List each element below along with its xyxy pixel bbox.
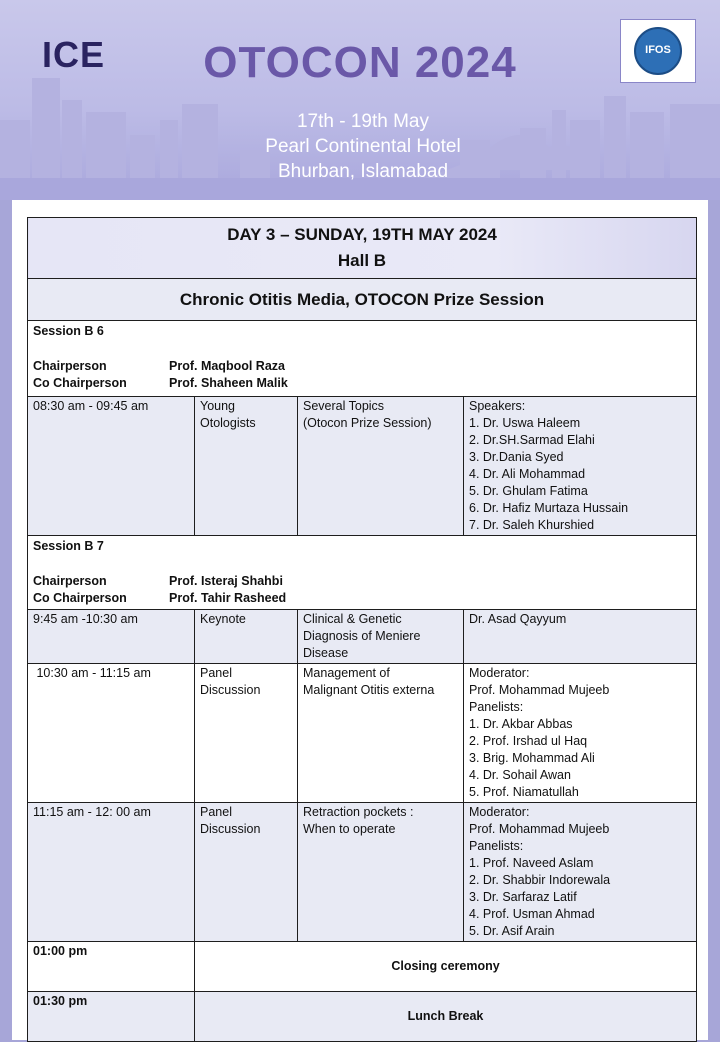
speaker-item: 6. Dr. Hafiz Murtaza Hussain bbox=[469, 501, 629, 515]
session-b7-title: Session B 7 bbox=[33, 539, 104, 553]
topic-line: Retraction pockets : bbox=[303, 805, 414, 819]
conference-dates: 17th - 19th May bbox=[296, 111, 430, 132]
time-cell: 01:30 pm bbox=[28, 992, 195, 1042]
moderator-name: Prof. Mohammad Mujeeb bbox=[469, 683, 610, 697]
hall-title: Hall B bbox=[337, 251, 387, 270]
panelist-item: 3. Brig. Mohammad Ali bbox=[469, 751, 595, 765]
session-b6-row bbox=[28, 321, 697, 397]
session-topic: Chronic Otitis Media, OTOCON Prize Session bbox=[28, 279, 697, 321]
table-row bbox=[28, 803, 697, 942]
moderator-name: Prof. Mohammad Mujeeb bbox=[469, 822, 610, 836]
speaker-cell bbox=[464, 610, 697, 664]
conference-city: Bhurban, Islamabad bbox=[277, 161, 449, 182]
topic-row bbox=[28, 279, 697, 321]
panelists-label: Panelists: bbox=[469, 700, 524, 714]
type-cell bbox=[195, 664, 298, 803]
speaker-item: Dr. Asad Qayyum bbox=[469, 612, 567, 626]
speakers-label: Speakers: bbox=[469, 399, 526, 413]
schedule-table bbox=[27, 217, 697, 1042]
topic-cell bbox=[298, 397, 464, 536]
conference-hotel: Pearl Continental Hotel bbox=[265, 136, 461, 157]
topic-line: Several Topics bbox=[303, 399, 385, 413]
conference-banner bbox=[0, 0, 720, 200]
session-b7-row bbox=[28, 536, 697, 610]
speaker-item: 7. Dr. Saleh Khurshied bbox=[469, 518, 595, 532]
speaker-item: 5. Dr. Ghulam Fatima bbox=[469, 484, 588, 498]
table-row bbox=[28, 397, 697, 536]
chair-label: Chairperson bbox=[33, 574, 107, 588]
speaker-item: 4. Dr. Ali Mohammad bbox=[469, 467, 586, 481]
ifos-logo bbox=[620, 19, 696, 83]
panelist-item: 1. Dr. Akbar Abbas bbox=[469, 717, 573, 731]
topic-line: Malignant Otitis externa bbox=[303, 683, 435, 697]
speaker-item: 1. Dr. Uswa Haleem bbox=[469, 416, 581, 430]
time-cell: 10:30 am - 11:15 am bbox=[28, 664, 195, 803]
speaker-item: 3. Dr.Dania Syed bbox=[469, 450, 564, 464]
day-header-cell bbox=[28, 218, 697, 279]
panelist-item: 4. Dr. Sohail Awan bbox=[469, 768, 571, 782]
type-cell: Keynote bbox=[195, 610, 298, 664]
panelist-item: 5. Dr. Asif Arain bbox=[469, 924, 555, 938]
panelist-item: 4. Prof. Usman Ahmad bbox=[469, 907, 595, 921]
topic-cell bbox=[298, 610, 464, 664]
topic-line: (Otocon Prize Session) bbox=[303, 416, 432, 430]
day-title: DAY 3 – SUNDAY, 19TH MAY 2024 bbox=[227, 225, 497, 244]
topic-line: Management of bbox=[303, 666, 390, 680]
time-cell: 9:45 am -10:30 am bbox=[28, 610, 195, 664]
conference-title: OTOCON 2024 bbox=[203, 38, 517, 87]
cochairperson-name: Prof. Tahir Rasheed bbox=[169, 591, 287, 605]
chairperson-name: Prof. Maqbool Raza bbox=[169, 359, 285, 373]
ifos-emblem bbox=[634, 27, 682, 75]
ifos-logo-text: IFOS bbox=[645, 44, 671, 56]
session-b7-cell bbox=[28, 536, 697, 610]
table-row bbox=[28, 610, 697, 664]
table-row bbox=[28, 942, 697, 992]
panelist-item: 1. Prof. Naveed Aslam bbox=[469, 856, 594, 870]
table-row bbox=[28, 664, 697, 803]
topic-line: When to operate bbox=[303, 822, 396, 836]
panelist-item: 2. Dr. Shabbir Indorewala bbox=[469, 873, 611, 887]
day-header-row bbox=[28, 218, 697, 279]
panelist-item: 2. Prof. Irshad ul Haq bbox=[469, 734, 588, 748]
session-b6-cell bbox=[28, 321, 697, 397]
chair-label: Chairperson bbox=[33, 359, 107, 373]
panelist-item: 5. Prof. Niamatullah bbox=[469, 785, 579, 799]
type-line: Discussion bbox=[200, 822, 261, 836]
cochair-label: Co Chairperson bbox=[33, 376, 127, 390]
panel-cell bbox=[464, 664, 697, 803]
topic-line: Disease bbox=[303, 646, 349, 660]
time-cell: 01:00 pm bbox=[28, 942, 195, 992]
ice-logo: ICE bbox=[42, 34, 106, 75]
topic-line: Clinical & Genetic bbox=[303, 612, 402, 626]
topic-line: Diagnosis of Meniere bbox=[303, 629, 421, 643]
time-cell: 11:15 am - 12: 00 am bbox=[28, 803, 195, 942]
type-line: Panel bbox=[200, 805, 232, 819]
type-cell bbox=[195, 803, 298, 942]
cochairperson-name: Prof. Shaheen Malik bbox=[169, 376, 288, 390]
topic-cell bbox=[298, 664, 464, 803]
moderator-label: Moderator: bbox=[469, 666, 530, 680]
speaker-item: 2. Dr.SH.Sarmad Elahi bbox=[469, 433, 595, 447]
table-row bbox=[28, 992, 697, 1042]
cochair-label: Co Chairperson bbox=[33, 591, 127, 605]
event-cell: Lunch Break bbox=[195, 992, 697, 1042]
type-line: Panel bbox=[200, 666, 232, 680]
session-b6-title: Session B 6 bbox=[33, 324, 104, 338]
time-cell: 08:30 am - 09:45 am bbox=[28, 397, 195, 536]
panelist-item: 3. Dr. Sarfaraz Latif bbox=[469, 890, 577, 904]
type-cell: Young Otologists bbox=[195, 397, 298, 536]
moderator-label: Moderator: bbox=[469, 805, 530, 819]
chairperson-name: Prof. Isteraj Shahbi bbox=[169, 574, 283, 588]
event-cell: Closing ceremony bbox=[195, 942, 697, 992]
panelists-label: Panelists: bbox=[469, 839, 524, 853]
speakers-cell bbox=[464, 397, 697, 536]
type-line: Discussion bbox=[200, 683, 261, 697]
topic-cell bbox=[298, 803, 464, 942]
panel-cell bbox=[464, 803, 697, 942]
